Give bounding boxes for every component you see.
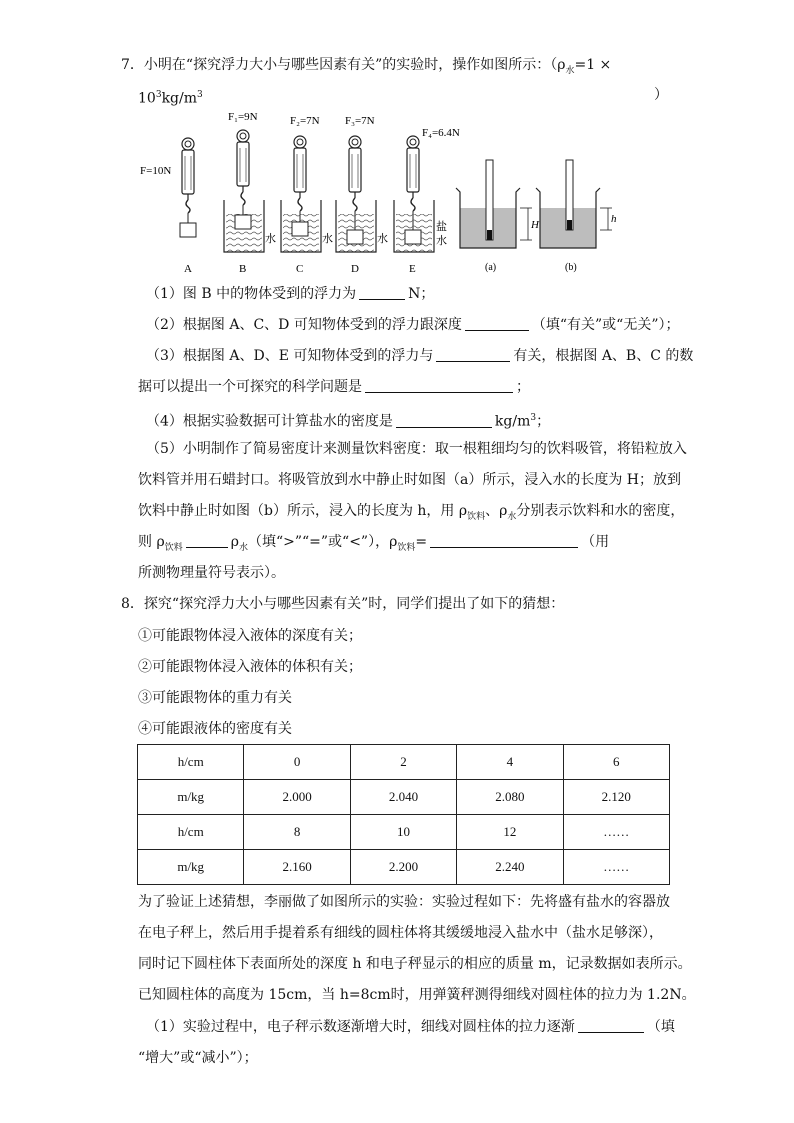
q7-part5-line4: 则 $\rho_{饮料}$ $\rho_水$（填“>”“=”或“<”），$\rho_{饮料}=$ （用 bbox=[138, 534, 610, 553]
table-row: m/kg 2.000 2.040 2.080 2.120 bbox=[138, 780, 670, 815]
q7-question: 7．小明在“探究浮力大小与哪些因素有关”的实验时，操作如图所示：（$\rho_水=1$ × bbox=[121, 57, 612, 76]
water-label-b: 水 bbox=[265, 233, 276, 245]
answer-blank[interactable] bbox=[465, 316, 529, 331]
q7-part4: （4）根据实验数据可计算盐水的密度是 $kg/m^3$； bbox=[146, 413, 551, 430]
force-label-b: F₁=9N bbox=[228, 111, 258, 123]
salt-label-2: 水 bbox=[436, 235, 447, 247]
force-label-c: F₂=7N bbox=[290, 115, 320, 127]
label-c: C bbox=[296, 263, 304, 275]
label-e: E bbox=[409, 263, 416, 275]
answer-blank[interactable] bbox=[359, 285, 405, 300]
guess-4: ④可能跟液体的密度有关 bbox=[138, 721, 292, 737]
apparatus-e bbox=[394, 136, 434, 252]
q7-figure bbox=[140, 110, 640, 280]
answer-blank[interactable] bbox=[436, 347, 510, 362]
water-label-c: 水 bbox=[322, 233, 333, 245]
q8-part1-cont: “增大”或“减小”）； bbox=[138, 1050, 258, 1066]
label-b: B bbox=[239, 263, 247, 275]
guess-2: ②可能跟物体浸入液体的体积有关； bbox=[138, 659, 362, 675]
q7-question-cont: $10^3kg/m^3$ ） bbox=[138, 87, 668, 107]
force-label-a: F=10N bbox=[140, 165, 172, 177]
q7-part1: （1）图 B 中的物体受到的浮力为 N； bbox=[146, 286, 435, 302]
label-a: A bbox=[184, 263, 192, 275]
q7-part3-cont: 据可以提出一个可探究的科学问题是 ； bbox=[138, 379, 530, 395]
q7-part5-line5: 所测物理量符号表示）。 bbox=[138, 565, 285, 581]
answer-blank[interactable] bbox=[186, 533, 228, 548]
salt-label-1: 盐 bbox=[436, 221, 447, 233]
force-label-e: F₄=6.4N bbox=[422, 127, 460, 139]
beaker-a-label: (a) bbox=[485, 262, 497, 273]
q8-para-2: 在电子秤上，然后用手提着系有细线的圆柱体将其缓缓地浸入盐水中（盐水足够深）， bbox=[138, 925, 663, 941]
guess-3: ③可能跟物体的重力有关 bbox=[138, 690, 292, 706]
answer-blank[interactable] bbox=[578, 1018, 644, 1033]
q8-para-3: 同时记下圆柱体下表面所处的深度 h 和电子秤显示的相应的质量 m，记录数据如表所示。 bbox=[138, 956, 692, 972]
q8-para-1: 为了验证上述猜想，李丽做了如图所示的实验：实验过程如下：先将盛有盐水的容器放 bbox=[138, 894, 670, 910]
beaker-a bbox=[456, 160, 532, 248]
q8-part1: （1）实验过程中，电子秤示数逐渐增大时，细线对圆柱体的拉力逐渐 （填 bbox=[146, 1019, 675, 1035]
beaker-b-label: (b) bbox=[565, 262, 577, 273]
q8-para-4: 已知圆柱体的高度为 15cm，当 h=8cm时，用弹簧秤测得细线对圆柱体的拉力为 1.2N。 bbox=[138, 987, 696, 1003]
h-big-label: H bbox=[531, 219, 539, 231]
table-row: h/cm 0 2 4 6 bbox=[138, 745, 670, 780]
beaker-b bbox=[536, 160, 612, 248]
q7-part5-line2: 饮料管并用石蜡封口。将吸管放到水中静止时如图（a）所示，浸入水的长度为 H；放到 bbox=[138, 472, 682, 488]
force-label-d: F₃=7N bbox=[345, 115, 375, 127]
q8-question: 8．探究“探究浮力大小与哪些因素有关”时，同学们提出了如下的猜想： bbox=[121, 596, 565, 612]
apparatus-b bbox=[224, 130, 264, 252]
answer-blank[interactable] bbox=[365, 378, 513, 393]
q7-part5: （5）小明制作了简易密度计来测量饮料密度：取一根粗细均匀的饮料吸管，将铅粒放入 bbox=[146, 441, 687, 457]
answer-blank[interactable] bbox=[396, 413, 492, 428]
data-table bbox=[137, 744, 670, 885]
answer-blank[interactable] bbox=[430, 533, 578, 548]
apparatus-c bbox=[281, 136, 321, 252]
h-small-label: h bbox=[611, 213, 617, 225]
guess-1: ①可能跟物体浸入液体的深度有关； bbox=[138, 628, 362, 644]
label-d: D bbox=[351, 263, 359, 275]
q7-part5-line3: 饮料中静止时如图（b）所示，浸入的长度为 h，用 $\rho_{饮料}$、$\rho_水$分别表示饮料和水的密度， bbox=[138, 503, 685, 522]
apparatus-d bbox=[336, 136, 376, 252]
table-row: h/cm 8 10 12 …… bbox=[138, 815, 670, 850]
water-label-d: 水 bbox=[377, 233, 388, 245]
q7-part3: （3）根据图 A、D、E 可知物体受到的浮力与 有关，根据图 A、B、C 的数 bbox=[146, 348, 694, 364]
apparatus-a bbox=[180, 138, 196, 237]
table-row: m/kg 2.160 2.200 2.240 …… bbox=[138, 850, 670, 885]
q7-part2: （2）根据图 A、C、D 可知物体受到的浮力跟深度 （填“有关”或“无关”）； bbox=[146, 317, 680, 333]
